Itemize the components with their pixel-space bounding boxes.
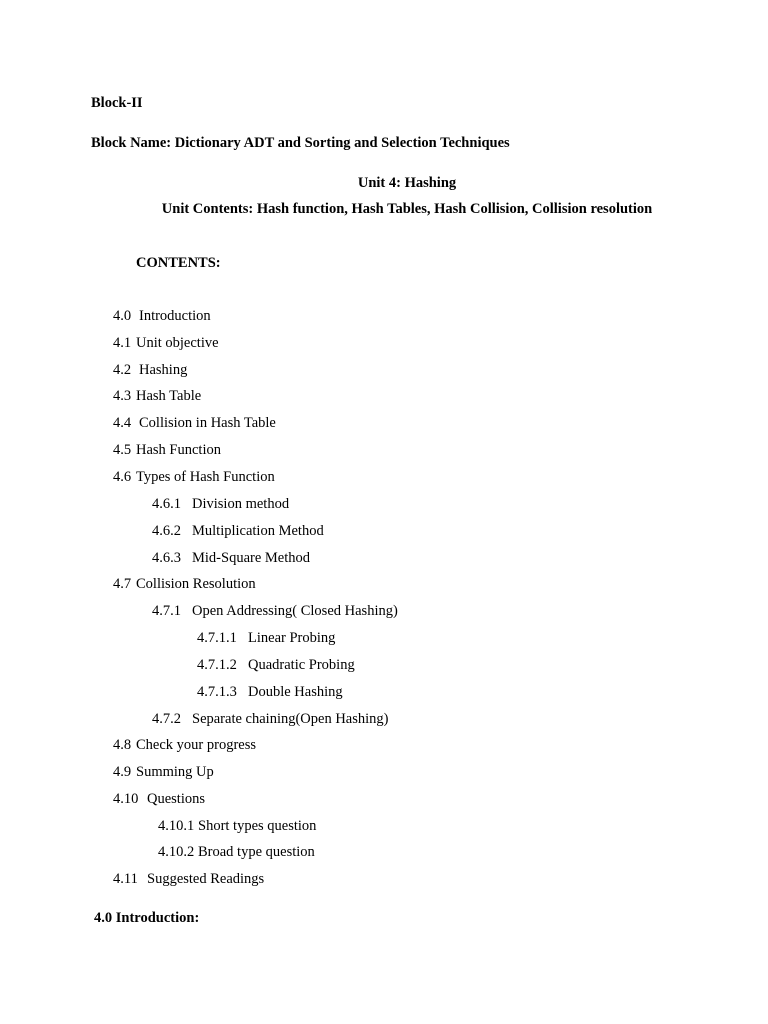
toc-item: [152, 495, 289, 513]
toc-item: [113, 307, 211, 325]
toc-title: Check your progress: [136, 737, 257, 753]
toc-title: Suggested Readings: [147, 871, 265, 887]
unit-contents: Unit Contents: Hash function, Hash Tables, Hash Collision, Collision resolution: [161, 201, 653, 217]
toc-number: 4.7.2: [152, 711, 181, 727]
toc-number: 4.8: [113, 737, 132, 753]
toc-number: 4.7.1: [152, 603, 181, 619]
toc-item: [113, 736, 256, 754]
toc-number: 4.7.1.2: [197, 657, 237, 673]
toc-number: 4.6.3: [152, 550, 181, 566]
toc-item: [113, 441, 221, 459]
toc-item: [113, 334, 219, 352]
toc-title: Types of Hash Function: [136, 469, 275, 485]
block-label: Block-II: [91, 95, 143, 111]
toc-number: 4.1: [113, 335, 132, 351]
unit-title: Unit 4: Hashing: [357, 175, 457, 191]
toc-title: Unit objective: [136, 335, 219, 351]
toc-number: 4.6.1: [152, 496, 181, 512]
toc-title: Hash Function: [136, 442, 221, 458]
toc-title: Separate chaining(Open Hashing): [192, 711, 389, 727]
contents-heading: CONTENTS:: [136, 255, 221, 271]
toc-number: 4.6.2: [152, 523, 181, 539]
toc-item: [113, 361, 187, 379]
toc-item: [152, 522, 324, 540]
toc-title: Questions: [147, 791, 205, 807]
toc-item: [152, 710, 389, 728]
toc-number: 4.0: [113, 308, 132, 324]
toc-item: [158, 843, 315, 861]
toc-number: 4.6: [113, 469, 132, 485]
toc-title: Introduction: [139, 308, 211, 324]
toc-item: [113, 790, 205, 808]
toc-title: Open Addressing( Closed Hashing): [192, 603, 398, 619]
toc-number: 4.3: [113, 388, 132, 404]
toc-number: 4.11: [113, 871, 138, 887]
toc-title: Linear Probing: [248, 630, 336, 646]
toc-item: [113, 575, 256, 593]
toc-number: 4.10.1: [158, 818, 195, 834]
toc-number: 4.2: [113, 362, 132, 378]
toc-number: 4.9: [113, 764, 132, 780]
toc-title: Short types question: [198, 818, 317, 834]
toc-title: Division method: [192, 496, 290, 512]
toc-number: 4.4: [113, 415, 132, 431]
block-name: Block Name: Dictionary ADT and Sorting and Selection Techniques: [91, 135, 510, 151]
toc-number: 4.7.1.3: [197, 684, 237, 700]
toc-item: [152, 602, 398, 620]
toc-number: 4.7.1.1: [197, 630, 237, 646]
toc-title: Mid-Square Method: [192, 550, 310, 566]
toc-title: Quadratic Probing: [248, 657, 355, 673]
toc-item: [113, 468, 275, 486]
toc-title: Multiplication Method: [192, 523, 324, 539]
toc-item: [113, 763, 214, 781]
toc-title: Hashing: [139, 362, 188, 378]
toc-item: [197, 656, 355, 674]
toc-title: Double Hashing: [248, 684, 343, 700]
toc-number: 4.10: [113, 791, 139, 807]
toc-title: Collision in Hash Table: [139, 415, 276, 431]
toc-title: Broad type question: [198, 844, 315, 860]
toc-number: 4.7: [113, 576, 132, 592]
toc-number: 4.10.2: [158, 844, 195, 860]
toc-item: [113, 387, 201, 405]
toc-item: [113, 414, 276, 432]
toc-title: Summing Up: [136, 764, 214, 780]
toc-title: Collision Resolution: [136, 576, 256, 592]
toc-item: [113, 870, 264, 888]
section-heading-introduction: 4.0 Introduction:: [94, 910, 200, 926]
toc-item: [152, 549, 310, 567]
toc-number: 4.5: [113, 442, 132, 458]
toc-item: [197, 629, 335, 647]
toc-item: [158, 817, 316, 835]
toc-item: [197, 683, 343, 701]
toc-title: Hash Table: [136, 388, 202, 404]
